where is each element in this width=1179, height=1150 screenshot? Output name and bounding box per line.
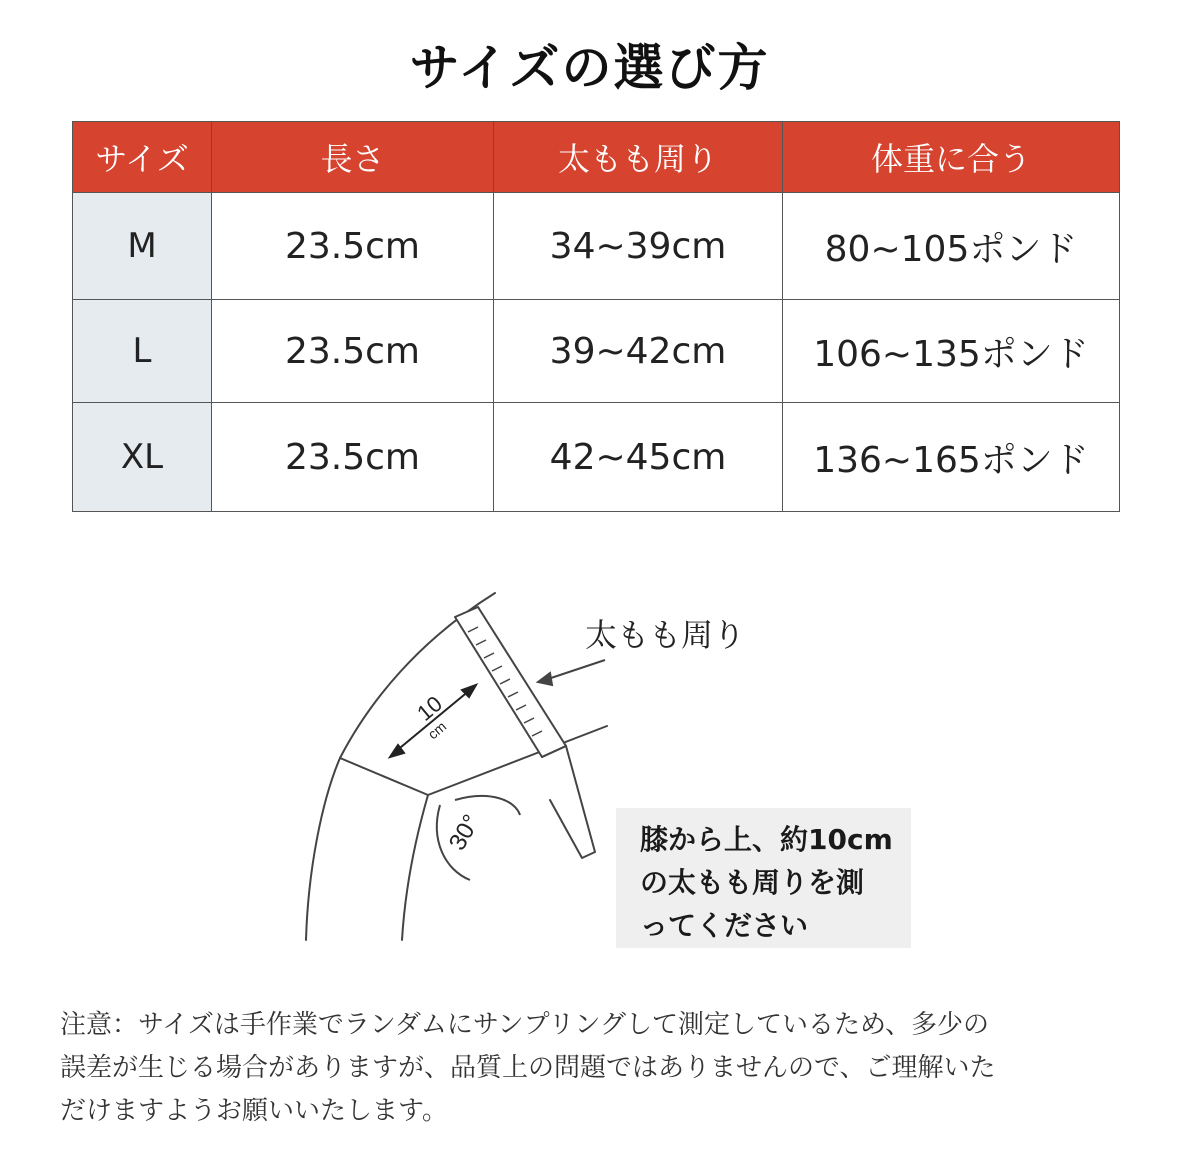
header-size: サイズ: [73, 122, 212, 193]
table-row: [73, 403, 1120, 512]
header-length: 長さ: [212, 122, 494, 193]
shin-front-outline: [306, 758, 340, 940]
knee-measurement-diagram: [290, 580, 630, 955]
size-cell: XL: [73, 403, 212, 512]
measurement-instruction: [616, 808, 911, 948]
notice-line: だけますようお願いいたします。: [60, 1096, 448, 1126]
notice-text: [60, 1004, 1130, 1133]
weight-cell: 80~105ポンド: [783, 193, 1120, 300]
weight-cell: 136~165ポンド: [783, 403, 1120, 512]
notice-line: 誤差が生じる場合がありますが、品質上の問題ではありませんので、ご理解いた: [60, 1053, 996, 1083]
pointer-head: [538, 673, 552, 685]
pointer-line: [545, 660, 605, 680]
thigh-cell: 34~39cm: [494, 193, 783, 300]
tape-end: [542, 746, 595, 858]
size-table: [72, 121, 1120, 512]
thigh-label: 太もも周り: [585, 616, 746, 654]
size-cell: L: [73, 300, 212, 403]
length-cell: 23.5cm: [212, 193, 494, 300]
table-row: [73, 193, 1120, 300]
tape-ticks: [468, 627, 542, 736]
weight-cell: 106~135ポンド: [783, 300, 1120, 403]
thigh-cell: 39~42cm: [494, 300, 783, 403]
instruction-line: ってください: [640, 909, 809, 942]
size-cell: M: [73, 193, 212, 300]
instruction-line: の太もも周りを測: [640, 866, 865, 899]
knee-outline: [340, 758, 428, 795]
thigh-cell: 42~45cm: [494, 403, 783, 512]
table-row: [73, 300, 1120, 403]
angle-label: 30°: [443, 810, 486, 855]
page-title: サイズの選び方: [409, 39, 770, 97]
table-header-row: [73, 122, 1120, 193]
distance-unit: cm: [424, 718, 450, 743]
thigh-lower-outline: [428, 726, 607, 795]
header-thigh: 太もも周り: [494, 122, 783, 193]
length-cell: 23.5cm: [212, 300, 494, 403]
instruction-line: 膝から上、約10cm: [640, 823, 893, 856]
length-cell: 23.5cm: [212, 403, 494, 512]
header-weight: 体重に合う: [783, 122, 1120, 193]
notice-line: 注意：サイズは手作業でランダムにサンプリングして測定しているため、多少の: [60, 1010, 989, 1040]
calf-outline: [402, 795, 428, 940]
distance-value: 10: [412, 690, 447, 726]
